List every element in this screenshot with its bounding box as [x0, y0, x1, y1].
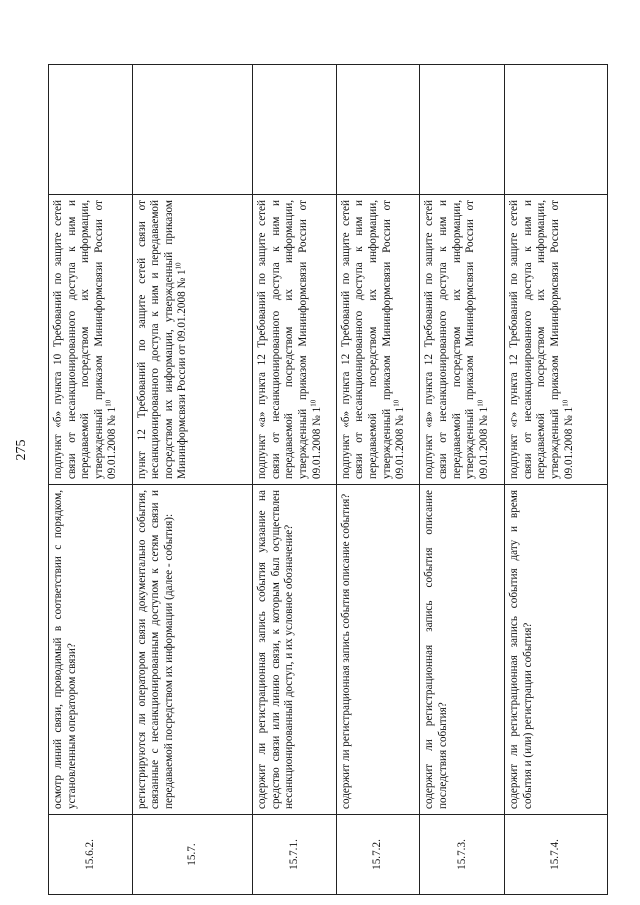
item-legal-basis — [336, 195, 420, 485]
inspection-checklist-table — [48, 64, 608, 895]
footnote-marker: 10 — [560, 399, 569, 407]
item-number: 15.6.2. — [49, 815, 133, 895]
legal-basis-text: подпункт «б» пункта 10 Требований по защите сетей связи от несанкционированного доступа к ним и передаваемой посредством их информации, утвержденный приказом Мининформсвязи России от 09.01.2008 № 1 — [52, 200, 119, 479]
item-note — [49, 65, 133, 195]
legal-basis-text: подпункт «в» пункта 12 Требований по защите сетей связи от несанкционированного доступа к ним и передаваемой посредством их информации, утвержденный приказом Мининформсвязи России от 09.01.2008 № 1 — [423, 200, 490, 479]
table-row — [132, 65, 253, 895]
rotated-table-frame — [48, 65, 608, 895]
item-question: содержит ли регистрационная запись события описание события? — [336, 485, 420, 815]
item-question: содержит ли регистрационная запись события описание последствия события? — [420, 485, 505, 815]
item-note — [420, 65, 505, 195]
footnote-marker: 10 — [174, 262, 183, 270]
item-note — [132, 65, 253, 195]
footnote-marker: 10 — [308, 399, 317, 407]
legal-basis-text: подпункт «б» пункта 12 Требований по защите сетей связи от несанкционированного доступа к ним и передаваемой посредством их информации, утвержденный приказом Мининформсвязи России от 09.01.2008 № 1 — [339, 200, 407, 479]
legal-basis-text: подпункт «г» пункта 12 Требований по защите сетей связи от несанкционированного доступа к ним и передаваемой посредством их информации, утвержденный приказом Мининформсвязи России от 09.01.2008 № 1 — [508, 200, 575, 479]
legal-basis-text: пункт 12 Требований по защите сетей связи от несанкционированного доступа к ним и передаваемой посредством их информации, утвержденный приказом Мининформсвязи России от 09.01.2008 № 1 — [135, 200, 189, 479]
item-note — [253, 65, 337, 195]
item-number: 15.7. — [132, 815, 253, 895]
item-number: 15.7.4. — [505, 815, 608, 895]
item-note — [336, 65, 420, 195]
footnote-marker: 10 — [476, 399, 485, 407]
table-row — [420, 65, 505, 895]
table-row — [253, 65, 337, 895]
table-row — [49, 65, 133, 895]
item-number: 15.7.3. — [420, 815, 505, 895]
item-legal-basis — [253, 195, 337, 485]
item-legal-basis — [505, 195, 608, 485]
table-row — [505, 65, 608, 895]
item-number: 15.7.1. — [253, 815, 337, 895]
footnote-marker: 10 — [104, 399, 113, 407]
item-legal-basis — [49, 195, 133, 485]
item-question: осмотр линий связи, проводимый в соответствии с порядком, установленным оператором связи? — [49, 485, 133, 815]
item-note — [505, 65, 608, 195]
page-number: 275 — [14, 439, 29, 461]
item-question: регистрируются ли оператором связи документально события, связанные с несанкционированным доступом к сетям связи и передаваемой посредством их информации (далее - события): — [132, 485, 253, 815]
legal-basis-text: подпункт «а» пункта 12 Требований по защите сетей связи от несанкционированного доступа к ним и передаваемой посредством их информации, утвержденный приказом Мининформсвязи России от 09.01.2008 № 1 — [256, 200, 323, 479]
item-question: содержит ли регистрационная запись события дату и время события и (или) регистрации события? — [505, 485, 608, 815]
item-question: содержит ли регистрационная запись события указание на средство связи или линию связи, к которым был осуществлен несанкционированный доступ, и их условное обозначение? — [253, 485, 337, 815]
item-number: 15.7.2. — [336, 815, 420, 895]
item-legal-basis — [132, 195, 253, 485]
item-legal-basis — [420, 195, 505, 485]
table-row — [336, 65, 420, 895]
footnote-marker: 10 — [392, 399, 401, 407]
